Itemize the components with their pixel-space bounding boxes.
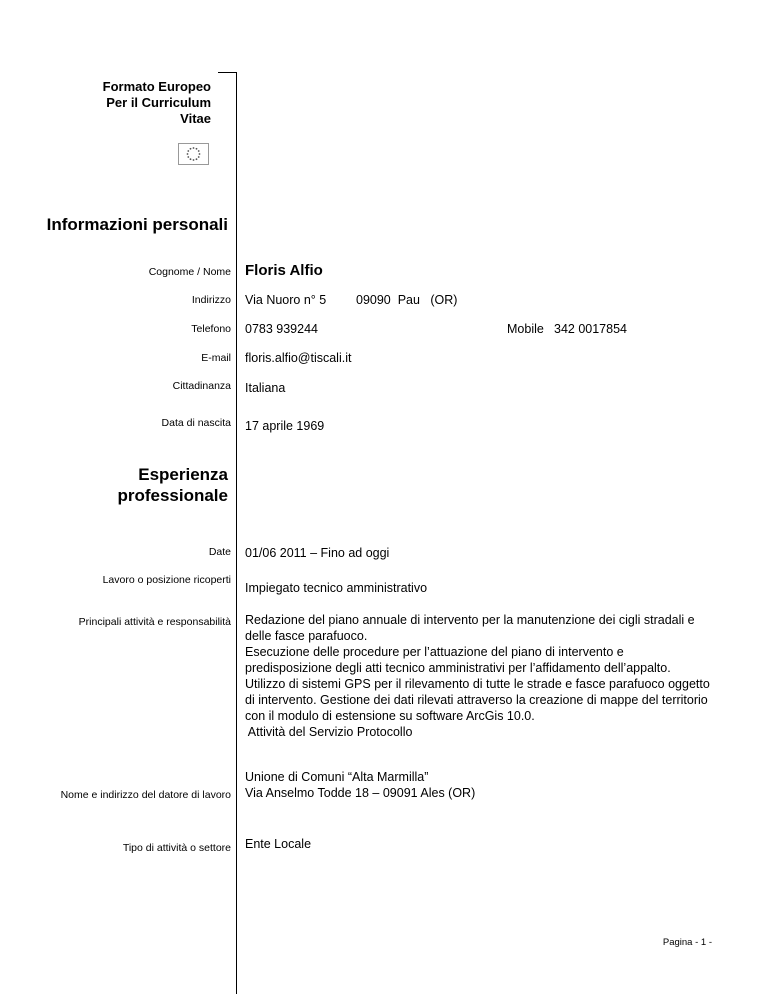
activities-line: delle fasce parafuoco. [245, 629, 368, 643]
address-street: Via Nuoro n° 5 [245, 293, 327, 307]
eu-flag-icon [178, 143, 209, 165]
activities-text [245, 612, 725, 740]
phone-label: Telefono [191, 323, 231, 335]
birth-label: Data di nascita [161, 417, 231, 429]
activities-line: predisposizione degli atti tecnico amministrativi per l’affidamento dell’appalto. [245, 661, 671, 675]
activities-line: di intervento. Gestione dei dati rilevati attraverso la creazione di mappe del territorio [245, 693, 708, 707]
activities-line: con il modulo di estensione su software ArcGis 10.0. [245, 709, 535, 723]
heading-line-1: Formato Europeo [102, 79, 211, 94]
sector-label: Tipo di attività o settore [122, 842, 231, 854]
cv-format-heading [103, 79, 211, 127]
date-value: 01/06 2011 – Fino ad oggi [245, 546, 390, 560]
activities-line: Utilizzo di sistemi GPS per il rilevamento di tutte le strade e fasce parafuoco oggetto [245, 677, 710, 691]
date-label: Date [208, 546, 231, 558]
sector-value: Ente Locale [245, 837, 312, 851]
activities-line: Esecuzione delle procedure per l’attuazione del piano di intervento e [245, 645, 624, 659]
mobile-value: 342 0017854 [554, 322, 627, 336]
section-experience-title [117, 464, 228, 506]
name-value: Floris Alfio [245, 262, 323, 279]
position-value: Impiegato tecnico amministrativo [245, 581, 428, 595]
employer-text [245, 769, 725, 801]
address-label: Indirizzo [191, 294, 231, 306]
employer-label: Nome e indirizzo del datore di lavoro [60, 789, 231, 801]
phone-value: 0783 939244 [245, 322, 318, 336]
mobile-label: Mobile [507, 322, 544, 336]
column-divider [236, 72, 237, 994]
address-city: 09090 Pau (OR) [356, 293, 458, 307]
activities-line: Attività del Servizio Protocollo [245, 725, 413, 739]
experience-title-line-2: professionale [117, 486, 228, 505]
name-label: Cognome / Nome [148, 266, 231, 278]
experience-title-line-1: Esperienza [138, 465, 228, 484]
position-label: Lavoro o posizione ricoperti [102, 574, 231, 586]
activities-label: Principali attività e responsabilità [78, 616, 231, 628]
activities-line: Redazione del piano annuale di intervento per la manutenzione dei cigli stradali e [245, 613, 695, 627]
section-personal-title: Informazioni personali [46, 215, 228, 234]
divider-top-tick [218, 72, 237, 73]
employer-line-2: Via Anselmo Todde 18 – 09091 Ales (OR) [245, 786, 476, 800]
birth-value: 17 aprile 1969 [245, 419, 325, 433]
citizenship-value: Italiana [245, 381, 286, 395]
email-value: floris.alfio@tiscali.it [245, 351, 352, 365]
email-label: E-mail [201, 352, 231, 364]
heading-line-3: Vitae [180, 111, 211, 126]
heading-line-2: Per il Curriculum [106, 95, 211, 110]
employer-line-1: Unione di Comuni “Alta Marmilla” [245, 770, 429, 784]
citizenship-label: Cittadinanza [172, 380, 231, 392]
page-number: Pagina - 1 - [662, 937, 712, 948]
